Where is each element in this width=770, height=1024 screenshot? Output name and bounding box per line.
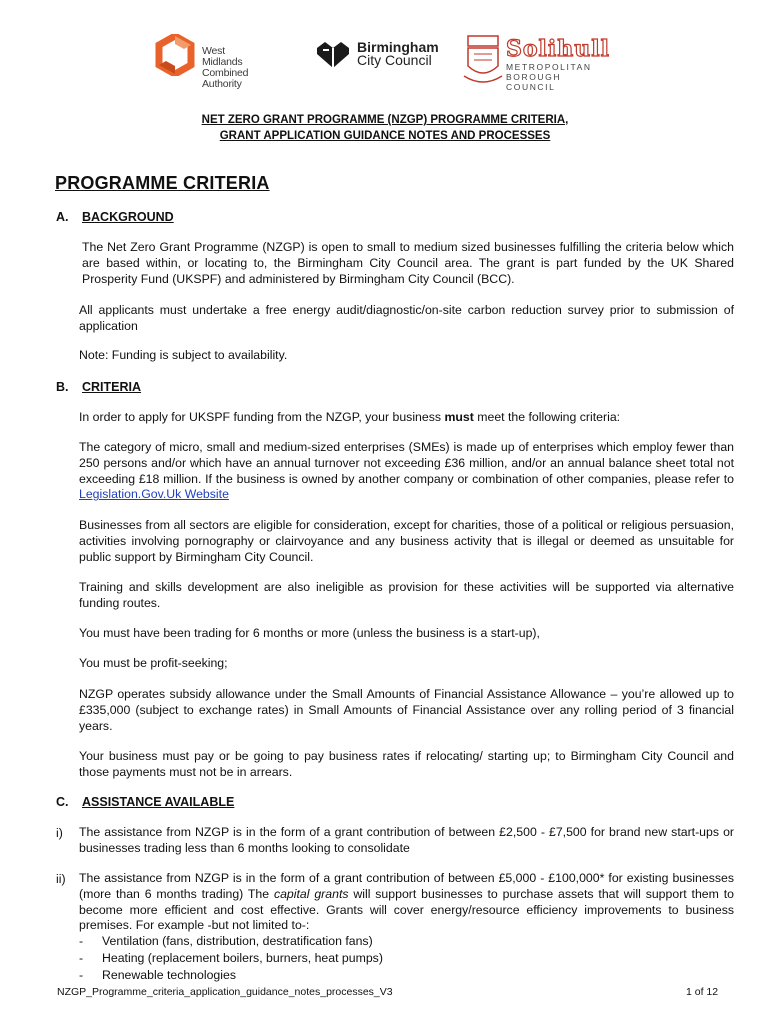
wmca-hexagon-icon: [154, 34, 196, 76]
section-a-heading: [56, 210, 174, 224]
section-a-label: A.: [56, 210, 69, 224]
assistance-item-i-label: i): [56, 826, 63, 840]
criteria-intro-must: must: [444, 410, 474, 424]
bcc-logo: [314, 40, 352, 75]
bcc-name-line2: City Council: [357, 52, 432, 68]
wmca-logo: [154, 34, 249, 90]
section-b-title: CRITERIA: [82, 380, 142, 394]
section-a-title: BACKGROUND: [82, 210, 174, 224]
bcc-heart-icon: [314, 40, 352, 70]
bullet-heating: Heating (replacement boilers, burners, heat pumps): [102, 951, 383, 965]
background-note: Note: Funding is subject to availability.: [79, 348, 288, 362]
legislation-link[interactable]: Legislation.Gov.Uk Website: [79, 487, 229, 502]
wmca-name-line2: Combined Authority: [202, 67, 249, 90]
solihull-crest-icon: [462, 32, 504, 90]
list-item: - Renewable technologies: [79, 968, 236, 982]
assistance-item-i-text: The assistance from NZGP is in the form of a grant contribution of between £2,500 - £7,500 for brand new start-ups or businesses trading less than 6 months looking to consolidate: [79, 825, 734, 855]
section-c-label: C.: [56, 795, 69, 809]
criteria-sectors-paragraph: Businesses from all sectors are eligible for consideration, except for charities, those of a political or religious persuasion, activities involving pornography or clairvoyance and any business activity that is illegal or deemed as unsuitable for public support by Birmingham City Council.: [79, 518, 734, 564]
solihull-name: Solihull: [506, 36, 610, 62]
criteria-profit-paragraph: You must be profit-seeking;: [79, 656, 228, 670]
header-logos: [150, 30, 610, 92]
solihull-sub-line1: METROPOLITAN: [506, 62, 592, 72]
solihull-logo: [462, 32, 610, 92]
criteria-subsidy-paragraph: NZGP operates subsidy allowance under the Small Amounts of Financial Assistance Allowance – you’re allowed up to £335,000 (subject to exchange rates) in Small Amounts of Financial Assistance over any rolling period of 3 financial years.: [79, 687, 734, 733]
footer-page-number: 1 of 12: [686, 986, 719, 998]
bullet-ventilation: Ventilation (fans, distribution, destratification fans): [102, 934, 373, 948]
assistance-ii-italic: capital grants: [273, 886, 349, 901]
section-c-title: ASSISTANCE AVAILABLE: [82, 795, 235, 809]
bullet-renewable: Renewable technologies: [102, 968, 236, 982]
criteria-sme-paragraph: [79, 440, 734, 503]
criteria-training-paragraph: Training and skills development are also ineligible as provision for these activities will be supported via alternative funding routes.: [79, 580, 734, 610]
criteria-trading-paragraph: You must have been trading for 6 months or more (unless the business is a start-up),: [79, 626, 540, 640]
assistance-ii-part2: will support businesses to purchase assets that will support them to become more efficient and cost effective. Grants will cover energy/resource efficiency improvements to business premises. For example -but not limited to-:: [79, 886, 734, 933]
section-c-heading: [56, 795, 234, 809]
wmca-name-line1: West Midlands: [202, 45, 243, 68]
background-paragraph-2: All applicants must undertake a free energy audit/diagnostic/on-site carbon reduction survey prior to submission of application: [79, 303, 734, 333]
criteria-intro: [79, 410, 734, 426]
criteria-intro-before: In order to apply for UKSPF funding from the NZGP, your business: [79, 410, 445, 424]
programme-criteria-heading: PROGRAMME CRITERIA: [55, 173, 270, 193]
list-item: - Ventilation (fans, distribution, destratification fans): [79, 934, 373, 948]
background-paragraph-1: The Net Zero Grant Programme (NZGP) is open to small to medium sized businesses fulfilling the criteria below which are based within, or locating to, the Birmingham City Council area. The grant is part funded by the UK Shared Prosperity Fund (UKSPF) and administered by Birmingham City Council (BCC).: [82, 240, 734, 286]
assistance-ii-part1: The assistance from NZGP is in the form of a grant contribution of between £5,000 - £100,000* for existing businesses (more than 6 months trading) The: [79, 871, 734, 901]
document-title-line2: GRANT APPLICATION GUIDANCE NOTES AND PROCESSES: [219, 130, 551, 142]
bcc-name-line1: Birmingham: [357, 39, 439, 55]
criteria-intro-after: meet the following criteria:: [473, 410, 621, 424]
footer-filename: NZGP_Programme_criteria_application_guidance_notes_processes_V3: [57, 986, 393, 998]
assistance-item-ii-label: ii): [56, 872, 66, 886]
section-b-label: B.: [56, 380, 69, 394]
solihull-sub-line2: BOROUGH COUNCIL: [506, 72, 562, 92]
assistance-item-ii-text: [79, 871, 734, 934]
document-title-line1: NET ZERO GRANT PROGRAMME (NZGP) PROGRAMME CRITERIA,: [201, 114, 569, 126]
criteria-rates-paragraph: Your business must pay or be going to pay business rates if relocating/ starting up; to Birmingham City Council and those payments must not be in arrears.: [79, 749, 734, 779]
list-item: - Heating (replacement boilers, burners, heat pumps): [79, 951, 383, 965]
section-b-heading: [56, 380, 141, 394]
criteria-sme-text: The category of micro, small and medium-sized enterprises (SMEs) is made up of enterprises which employ fewer than 250 persons and/or which have an annual turnover not exceeding £36 million, and/or an annual balance sheet total not exceeding £18 million. If the business is owned by another company or combination of other companies, please refer to: [79, 440, 734, 486]
